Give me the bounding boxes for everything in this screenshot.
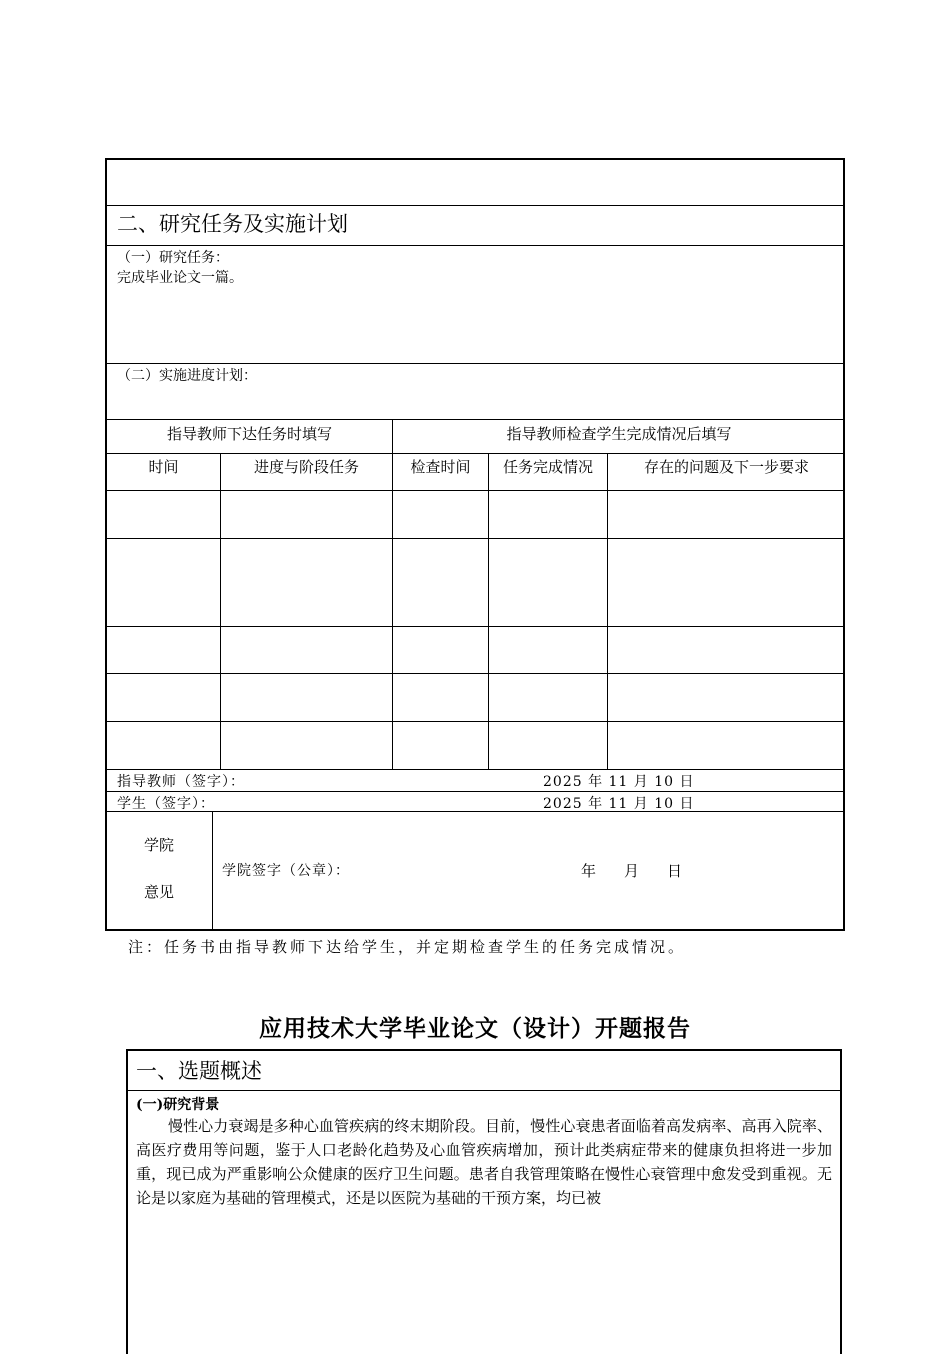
college-label-1: 学院 (144, 836, 175, 854)
table-row (107, 539, 843, 627)
research-task-content: 完成毕业论文一篇。 (117, 270, 243, 286)
proposal-section-title: 一、选题概述 (136, 1059, 262, 1083)
col-header-check-time: 检查时间 (410, 458, 471, 476)
advisor-signature-date: 2025 年 11 月 10 日 (543, 774, 695, 790)
grid-line (220, 454, 221, 770)
college-signature-label: 学院签字（公章）： (222, 863, 350, 879)
student-signature-date: 2025 年 11 月 10 日 (543, 796, 695, 812)
college-day: 日 (667, 862, 683, 880)
college-label-2: 意见 (144, 883, 175, 901)
research-task-row (107, 246, 843, 364)
student-signature-row (107, 792, 843, 812)
college-month: 月 (624, 862, 640, 880)
blank-top-row (107, 160, 843, 206)
report-title: 应用技术大学毕业论文（设计）开题报告 (259, 1015, 691, 1042)
college-year: 年 (581, 862, 597, 880)
col-header-time: 时间 (148, 458, 179, 476)
advisor-signature-label: 指导教师（签字）： (117, 774, 245, 790)
col-header-completion: 任务完成情况 (502, 458, 593, 476)
grid-line (212, 812, 213, 931)
table-row (107, 722, 843, 770)
table-row (107, 491, 843, 539)
col-header-progress: 进度与阶段任务 (253, 458, 359, 476)
col-header-issues: 存在的问题及下一步要求 (643, 458, 809, 476)
proposal-subsection-title: (一)研究背景 (136, 1097, 220, 1113)
table-row (107, 627, 843, 674)
schedule-label-row (107, 364, 843, 420)
student-signature-label: 学生（签字）： (117, 796, 215, 812)
proposal-table (126, 1049, 842, 1354)
divider (128, 1090, 840, 1091)
grid-line (392, 420, 393, 770)
table-row (107, 674, 843, 722)
section-title-row (107, 206, 843, 246)
research-task-label: （一）研究任务： (117, 250, 229, 266)
footnote: 注：任务书由指导教师下达给学生，并定期检查学生的任务完成情况。 (128, 938, 687, 956)
task-sheet-table (105, 158, 845, 931)
proposal-body-text: 慢性心力衰竭是多种心血管疾病的终末期阶段。目前，慢性心衰患者面临着高发病率、高再入院率、高医疗费用等问题，鉴于人口老龄化趋势及心血管疾病增加，预计此类病症带来的健康负担将进一步加重，现已成为严重影响公众健康的医疗卫生问题。患者自我管理策略在慢性心衰管理中愈发受到重视。无论是以家庭为基础的管理模式，还是以医院为基础的干预方案，均已被 (136, 1117, 832, 1207)
grid-line (607, 454, 608, 770)
grid-line (488, 454, 489, 770)
schedule-label: （二）实施进度计划： (117, 368, 257, 384)
group-header-assign: 指导教师下达任务时填写 (166, 425, 332, 443)
group-header-check: 指导教师检查学生完成情况后填写 (506, 425, 732, 443)
section-title: 二、研究任务及实施计划 (117, 212, 348, 236)
